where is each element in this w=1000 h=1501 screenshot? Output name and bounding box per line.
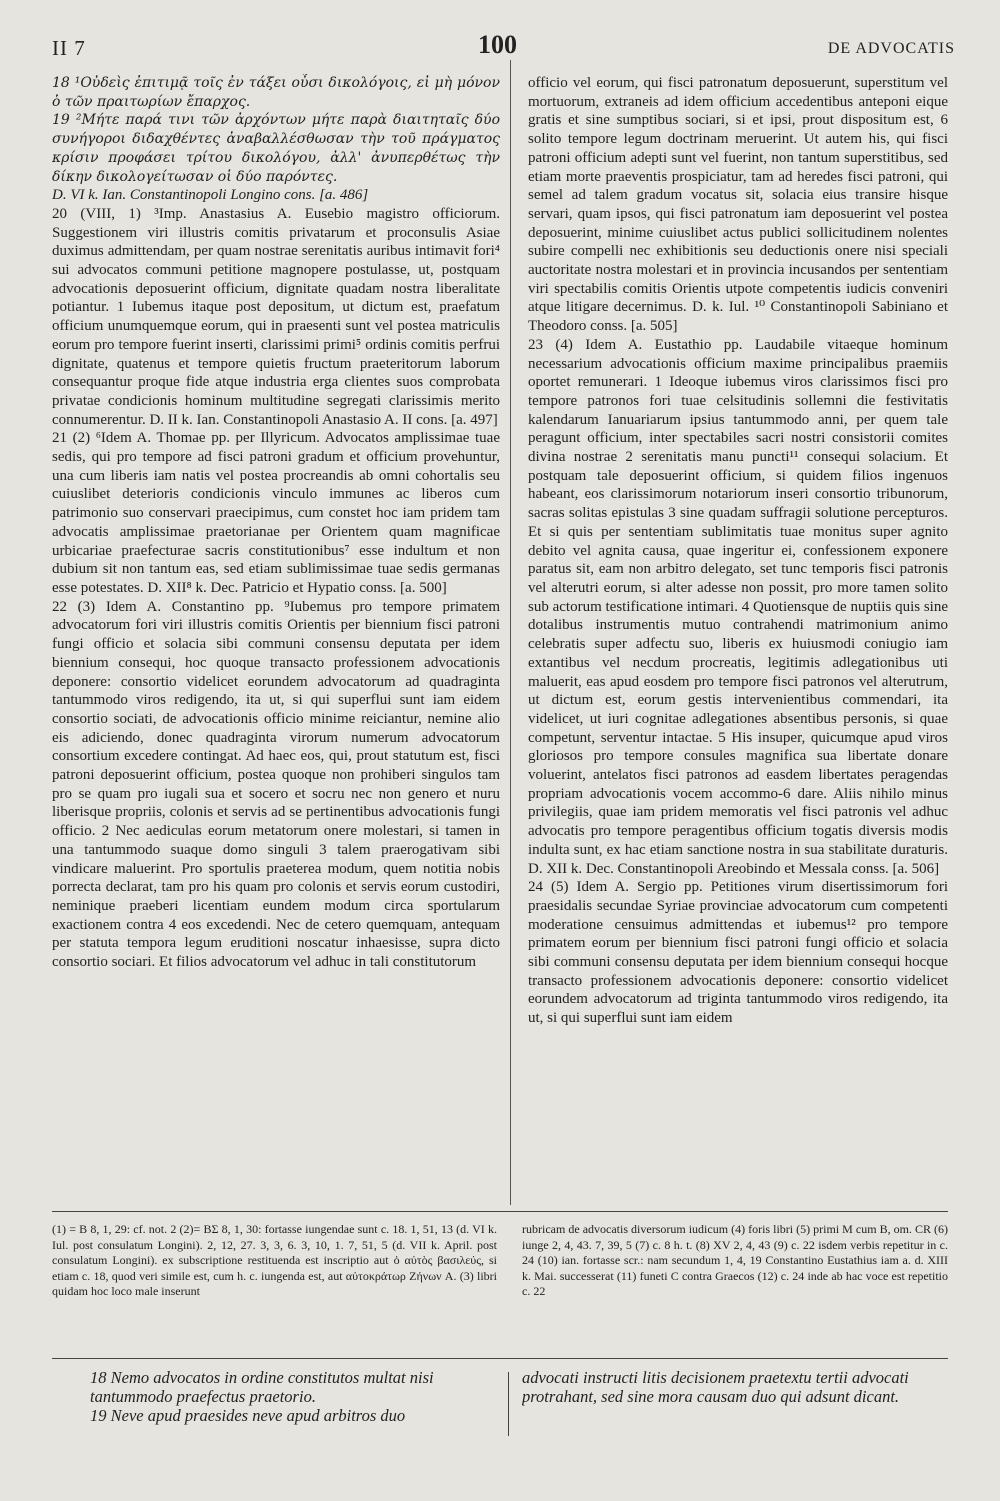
paragraph-22-continued: officio vel eorum, qui fisci patronatum deposuerunt, superstitum vel mortuorum, extraneis ad idem officium accedentibus anteponi eique gratis et sine sumptibus sociari, si et ipsi, prout dispositum est, 6 solito tempore legum doctrinam meruerint. Ut autem his, qui fisci patroni officium adepti sunt vel fuerint, non tantum superstitibus, sed etiam morte praeventis prospiciatur, tam ad heredes fisci patroni, qui semel ad talem gradum vocatus sit, solacia eius transire hisque servari, quam ipsos, qui fisci patronatum iam deposuerint vel postea deposuerint, minime cuiuslibet actus publici sollicitudinem nolentes subire compelli nec exhibitionis seu deductionis onere nisi speciali auctoritate nostra molestari et in provincia incusandos per sententiam viri spectabilis comitis Orientis utpote competentis iudicis conveniri atque litigare decernimus. D. k. Iul. ¹⁰ Constantinopoli Sabiniano et Theodoro conss. [a. 505]: [528, 75, 948, 335]
paragraph-18-greek: 18 ¹Οὐδεὶς ἐπιτιμᾷ τοῖς ἐν τάξει οὖσι δικολόγοις, εἰ μὴ μόνον ὁ τῶν πραιτωρίων ἔπαρχος.: [52, 75, 500, 110]
left-column: [52, 74, 500, 1206]
translation-18: 18 Nemo advocatos in ordine constitutos multat nisi tantummodo praefectus praetorio.: [90, 1368, 434, 1406]
paragraph-22: 22 (3) Idem A. Constantino pp. ⁹Iubemus pro tempore primatem advocatorum fori viri illustris comitis Orientis per biennium fisci patroni fungi officio et solacia sibi communi consensu deputata per idem biennium consequi, hoc quoque transacto professionem advocationis deponere: consortio videlicet eorundem advocatorum ad quadraginta tantummodo viros redigendo, ita ut, si qui superflui sunt iam eidem consortio sociati, de advocationis officio minime reiciantur, nemine alio eis adiciendo, donec quadraginta virorum numerum advocatorum consortium excedere contingat. Ad haec eos, qui, prout statutum est, fisci patroni deposuerint officium, postea quoque non prohiberi singulos tam pro se quam pro iugali sua et socero et socru nec non genero et nuru liberisque propriis, colonis et servis ad se pertinentibus advocationis fungi officio. 2 Nec aediculas eorum metatorum onere molestari, si tamen in una tantummodo suaque domo singuli 3 talem praerogativam sibi vindicare maluerint. Pro sportulis praeterea modum, quem notitia nobis porrecta declarat, tam pro his quam pro colonis et servis eorum custodiri, neminique praeberi licentiam eundem modum circa sportularum exactionem contra 4 eos excedendi. Nec de cetero quemquam, antequam per statuta tempora legum eruditioni noscatur inhaesisse, supra dicto consortio sociari. Et filios advocatorum vel adhuc in tali constitutorum: [52, 598, 500, 971]
paragraph-20: 20 (VIII, 1) ³Imp. Anastasius A. Eusebio magistro officiorum. Suggestionem viri illustris comitis privatarum et proconsulis Asiae duximus admittendam, per quam nostrae serenitatis auribus intimavit fori⁴ sui advocatos communi petitione magnopere postulasse, ut, postquam advocationis deposuerint officium, dignitate quadam nostra liberalitate potiantur. 1 Iubemus itaque post depositum, ut dictum est, praefatum officium unumquemque eorum, qui in praesenti sunt vel postea matriculis eorum pro tempore fuerint inserti, clarissimi primi⁵ ordinis comitis perfrui dignitate, quatenus et tempore quietis fructum praeteritorum laborum consequantur proque fide atque industria erga clientes suos comprobata privatae condicionis hominum multitudine segregati clarissimis merito connumerentur. D. II k. Ian. Constantinopoli Anastasio A. II cons. [a. 497]: [52, 205, 500, 428]
section-number: II 7: [52, 36, 86, 60]
page-header: [40, 30, 955, 60]
paragraph-23: 23 (4) Idem A. Eustathio pp. Laudabile vitaeque hominum necessarium advocationis officium maxime principalibus praemiis oportet remunerari. 1 Ideoque iubemus viros clarissimos fisci pro tempore patronos fori tuae celsitudinis sollemni die festivitatis kalendarum Ianuariarum ipsius tantummodo anni, per quem tale peragunt officium, inter spectabiles sacri nostri consistorii comites divina nostrae 2 serenitatis manu puncti¹¹ consequi solacium. Et postquam tale deposuerint officium, si quidem filios ingenuos habeant, eos clarissimorum notariorum inseri consortio tribunorum, sacras solitas epistulas 3 sine quadam suffragii solutione percepturos. Et si quis per sententiam sublimitatis tuae monitus super agnito debito vel agnita causa, quae ingeritur ei, confessionem exponere paratus sit, eam non arbitro delegato, set tunc temporis fisci patronis vel alterutri eorum, si alter adesse non possit, pro more tamen solito sub actorum testificatione intimari. 4 Quotiensque de nuptiis quis sine dotalibus instrumentis mutuo contrahendi matrimonium animo celebratis super adfectu suo, liberis ex huiusmodi coniugio iam extantibus vel necdum procreatis, legitimis adlegationibus uti maluerit, eas apud eosdem pro tempore fisci patronos vel alterutrum, ut dictum est, eorum gestis intervenientibus commendari, ita videlicet, ut iuri cognitae adlegationes absentibus personis, si quae competunt, serventur intactae. 5 His insuper, quicumque apud viros gloriosos pro tempore consules magnifica sua libertate donare voluerint, antelatos fisci patronos ad easdem libertates peragendas propriam advocationis vocem accommo-6 dare. Aliis nihilo minus privilegiis, quae iam pridem memoratis vel fisci patronis vel adhuc advocatis pro tempore peragentibus officium togatis diversis modis indulta sunt, ex hac etiam sanctione nostra in sua stabilitate duraturis. D. XII k. Dec. Constantinopoli Areobindo et Messala conss. [a. 506]: [528, 336, 948, 877]
footnote-column-divider: [508, 1372, 509, 1436]
paragraph-21: 21 (2) ⁶Idem A. Thomae pp. per Illyricum. Advocatos amplissimae tuae sedis, qui pro tempore ad fisci patroni gradum et officium provehuntur, una cum liberis iam natis vel postea procreandis ab omni cohortalis seu cuiuslibet deterioris condicionis vinculo immunes ac liberos cum patrimonio suo conservari praecipimus, cum constet hoc iam pridem tam advocatis amplissimae praetorianae per Orientem quam magnificae urbicariae praefecturae sacris constitutionibus⁷ esse indultum et non dubium sit non tantum eas, sed etiam sublimissimae tuae sedis germanas esse potestates. D. XII⁸ k. Dec. Patricio et Hypatio conss. [a. 500]: [52, 430, 500, 596]
translation-right: [522, 1368, 948, 1444]
apparatus-text: (1) = B 8, 1, 29: cf. not. 2 (2)= BΣ 8, 1, 30: fortasse iungendae sunt c. 18. 1, 51, 13 (d. VI k. Iul. post consulatum Longini). 2, 12, 27. 3, 3, 6. 3, 10, 1. 7, 51, 5 (d. VII k. April. post consulatum Longini). ex subscriptione restituenda est inscriptio aut ὁ αὐτὸς βασιλεύς, si etiam c. 18, quod veri simile est, cum h. c. iungenda est, aut αὐτοκράτωρ Ζήνων A. (3) libri quidam hoc loco male inserunt: [52, 1222, 497, 1298]
apparatus-right: [522, 1222, 948, 1342]
apparatus-left: [52, 1222, 497, 1342]
right-column: [528, 74, 948, 1206]
translation-19-continued: advocati instructi litis decisionem praetextu tertii advocati protrahant, sed sine mora causam duo qui adsunt dicant.: [522, 1368, 909, 1406]
translation-19: 19 Neve apud praesides neve apud arbitros duo: [90, 1406, 406, 1425]
column-divider: [510, 60, 511, 1205]
notes-divider: [52, 1211, 948, 1212]
paragraph-24: 24 (5) Idem A. Sergio pp. Petitiones virum disertissimorum fori praesidalis secundae Syriae provinciae advocatorum cum competenti moderatione censuimus admittendas et iubemus¹² pro tempore primatem eorum per biennium fisci patroni fungi officio et solacia sibi communi consensu deputata per idem biennium consequi hocque transacto professionem advocationis deponere: consortio videlicet eorundem advocatorum ad triginta tantummodo viros redigendo, ita ut, si qui superflui sunt iam eidem: [528, 879, 948, 1027]
page-number: 100: [478, 30, 517, 59]
subscription-line: D. VI k. Ian. Constantinopoli Longino cons. [a. 486]: [52, 187, 369, 204]
apparatus-text: rubricam de advocatis diversorum iudicum (4) foris libri (5) primi M cum B, om. CR (6) iunge 2, 4, 43. 7, 39, 5 (7) c. 8 h. t. (8) XV 2, 4, 43 (9) c. 22 isdem verbis repetitur in c. 24 (10) ian. fortasse scr.: nam secundum 1, 4, 19 Constantino Eustathius iam a. d. XIII k. Mai. successerat (11) funeti C contra Graecos (12) c. 24 inde ab hac voce est repetitio c. 22: [522, 1222, 948, 1298]
paragraph-19-greek: 19 ²Μήτε παρά τινι τῶν ἀρχόντων μήτε παρὰ διαιτηταῖς δύο συνήγοροι διδαχθέντες ἀναβαλλέσθωσαν τὴν τοῦ πράγματος κρίσιν προφάσει τρίτου δικολόγου, ἀλλ' ἀνυπερθέτως τὴν δίκην δικολογείτωσαν οἱ δύο παρόντες.: [52, 112, 500, 185]
running-title: DE ADVOCATIS: [827, 40, 955, 57]
footnote-divider: [52, 1358, 948, 1359]
translation-left: [90, 1368, 500, 1444]
